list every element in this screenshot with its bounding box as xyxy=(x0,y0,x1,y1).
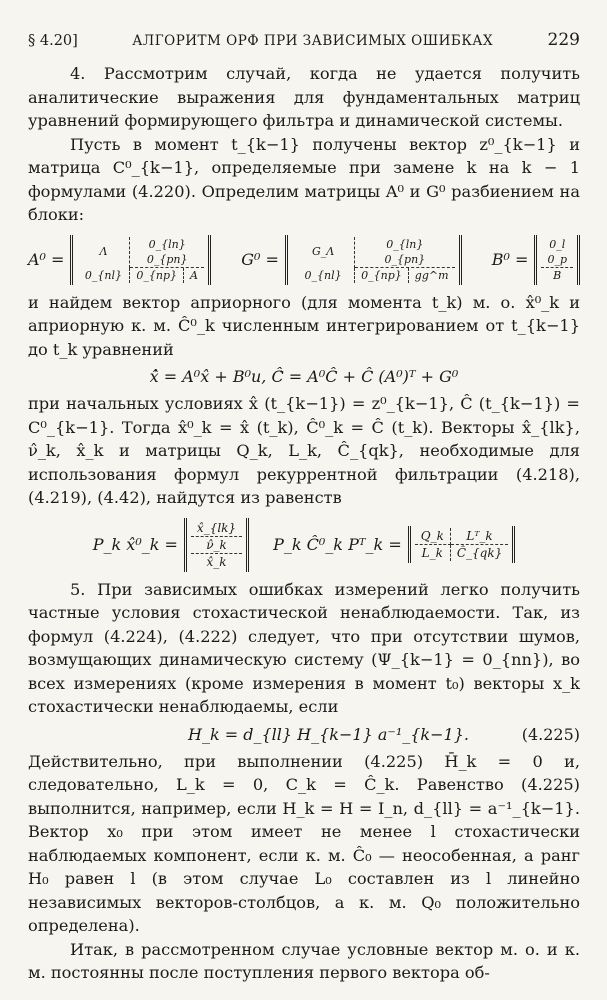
paragraph-1: 4. Рассмотрим случай, когда не удается получить аналитические выражения для фундаментальных матриц уравнений формирующего фильтра и динамической системы. xyxy=(28,64,580,130)
PC-Cqk: Ĉ_{qk} xyxy=(456,546,503,560)
eq225-formula: H_k = d_{ll} H_{k−1} a⁻¹_{k−1}. xyxy=(188,724,469,744)
A-0np: 0_{np} xyxy=(130,268,184,283)
P-xlk: x̂_{lk} xyxy=(191,520,242,537)
PC-LkT: Lᵀ_k xyxy=(451,528,508,545)
A-0pn: 0_{pn} xyxy=(130,252,204,268)
paragraph-2: Пусть в момент t_{k−1} получены вектор z⁰_{k−1} и матрица C⁰_{k−1}, определяемые при замене k на k − 1 формулами (4.220). Определим матрицы A⁰ и G⁰ разбиением на блоки: xyxy=(28,134,580,224)
P-left: P_k x̂⁰_k = xyxy=(92,535,178,554)
PC-left: P_k Ĉ⁰_k Pᵀ_k = xyxy=(273,535,402,554)
G-ggT: gg^т xyxy=(414,268,449,282)
paragraph-5: 5. При зависимых ошибках измерений легко получить частные условия стохастической ненаблюдаемости. Так, из формул (4.224), (4.222) следует, что при отсутствии шумов, возмущающих динамическую систему (Ψ_{k−1} = 0_{nn}), во всех измерениях (кроме измерения в момент t₀) векторы x_k стохастически ненаблюдаемы, если xyxy=(28,579,580,716)
A-A: A xyxy=(190,268,198,282)
A0-label: A⁰ = xyxy=(28,250,65,269)
A-0nl: 0_{nl} xyxy=(77,268,130,283)
paragraph-6: Действительно, при выполнении (4.225) H̄_k = 0 и, следовательно, L_k = 0, C_k = Ĉ_k. Равенство (4.225) выполнится, например, если H_k = H = I_n, d_{ll} = a⁻¹_{k−1}. Вектор x₀ при этом имеет не менее l стохастически наблюдаемых компонент, если к. м. Ĉ₀ — неособенная, а ранг H₀ равен l (в этом случае L₀ составлен из l линейно независимых векторов-столбцов, а к. м. Q₀ положительно определена). xyxy=(28,751,580,935)
G-lambda: G_Λ xyxy=(292,237,355,268)
P-vk: ν̂_k xyxy=(191,537,242,554)
header-title: АЛГОРИТМ ОРФ ПРИ ЗАВИСИМЫХ ОШИБКАХ xyxy=(132,33,494,49)
section-ref: § 4.20] xyxy=(28,33,78,49)
P-xk: x̂_k xyxy=(206,554,227,569)
eq225-number: (4.225) xyxy=(521,724,580,744)
partition-equations xyxy=(28,518,580,572)
block-matrices xyxy=(28,235,580,285)
paragraph-4: при начальных условиях x̂ (t_{k−1}) = z⁰_{k−1}, Ĉ (t_{k−1}) = C⁰_{k−1}. Тогда x̂⁰_k = x̂ (t_k), Ĉ⁰_k = Ĉ (t_k). Векторы x̂_{lk}, ν̂_k, x̂_k и матрицы Q_k, L_k, Ĉ_{qk}, необходимые для использования формул рекуррентной фильтрации (4.218), (4.219), (4.42), найдутся из равенств xyxy=(28,394,580,507)
matrix-Pk-x xyxy=(93,518,249,572)
matrix-A0 xyxy=(28,235,211,285)
running-header xyxy=(28,30,580,50)
PC-Qk: Q_k xyxy=(415,528,451,545)
B-0l: 0_l xyxy=(549,237,566,251)
paragraph-7: Итак, в рассмотренном случае условные вектор м. о. и к. м. постоянны после поступления первого вектора об- xyxy=(28,939,580,982)
matrix-PkCkPkT xyxy=(273,526,515,563)
ode-equation: x̂̇ = A⁰x̂ + B⁰u, Ĉ̇ = A⁰Ĉ + Ĉ (A⁰)ᵀ + G⁰ xyxy=(149,367,459,386)
G-0pn: 0_{pn} xyxy=(355,252,454,268)
A-lambda: Λ xyxy=(77,237,130,268)
PC-Lk: L_k xyxy=(415,545,451,561)
G-0np: 0_{np} xyxy=(355,268,409,283)
A-0ln: 0_{ln} xyxy=(148,237,186,251)
B-B: B xyxy=(553,268,562,282)
page-number: 229 xyxy=(547,30,580,50)
B-0p: 0_p xyxy=(541,252,573,268)
matrix-G0 xyxy=(241,235,461,285)
matrix-B0 xyxy=(492,235,580,285)
B0-label: B⁰ = xyxy=(491,250,529,269)
G-0ln: 0_{ln} xyxy=(386,237,424,251)
equation-4-225 xyxy=(28,725,580,744)
paragraph-3: и найдем вектор априорного (для момента t_k) м. о. x̂⁰_k и априорную к. м. Ĉ⁰_k численным интегрированием от t_{k−1} до t_k уравнений xyxy=(28,292,580,359)
G0-label: G⁰ = xyxy=(241,250,279,269)
G-0nl: 0_{nl} xyxy=(292,268,355,283)
page xyxy=(28,30,580,985)
